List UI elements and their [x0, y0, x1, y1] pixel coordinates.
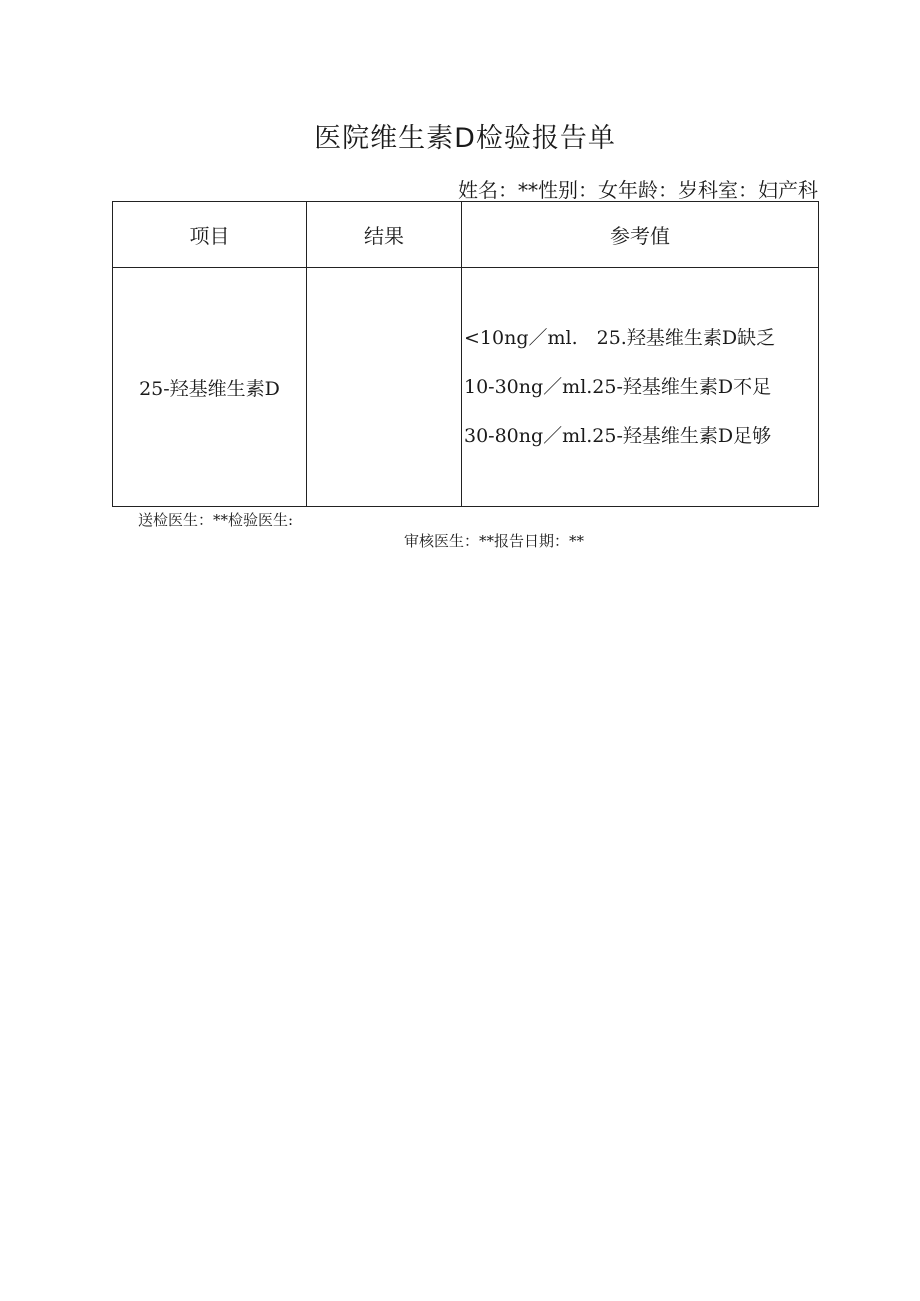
- reference-line-insufficient: 10-30ng／ml.25-羟基维生素D不足: [464, 375, 772, 398]
- footer-doctors: 送检医生：**检验医生:: [138, 511, 294, 529]
- reference-cell: [462, 268, 819, 507]
- reference-line-deficient: <10ng／ml. 25.羟基维生素D缺乏: [464, 326, 776, 349]
- table-row: [113, 268, 819, 507]
- header-item: 项目: [113, 202, 307, 268]
- result-cell: [307, 268, 462, 507]
- table-header-row: [113, 202, 819, 268]
- footer-review-date: 审核医生：**报告日期：**: [404, 532, 585, 550]
- reference-line-sufficient: 30-80ng／ml.25-羟基维生素D足够: [464, 424, 772, 447]
- header-reference: 参考值: [462, 202, 819, 268]
- patient-info: 姓名：**性别：女年龄：岁科室：妇产科: [458, 178, 818, 202]
- report-title: 医院维生素D检验报告单: [314, 123, 616, 154]
- item-cell: 25-羟基维生素D: [113, 268, 307, 507]
- report-table: [112, 201, 819, 507]
- header-result: 结果: [307, 202, 462, 268]
